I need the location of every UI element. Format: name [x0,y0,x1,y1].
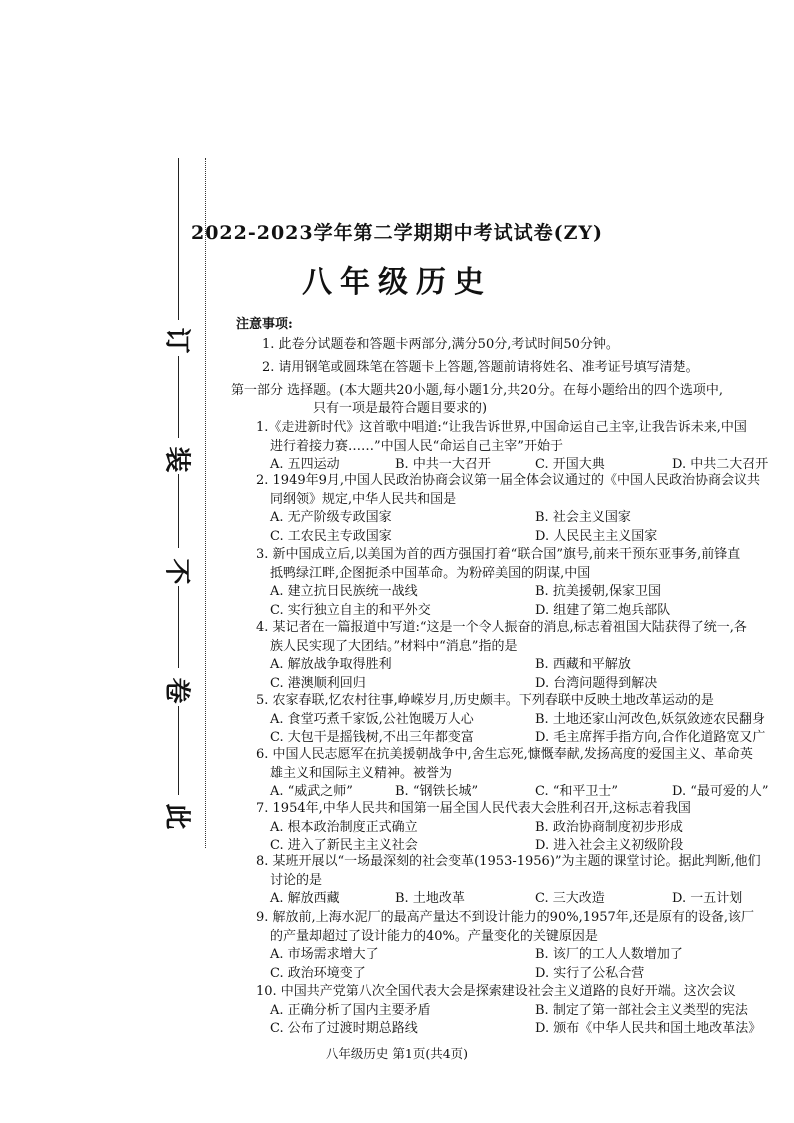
answer-option: A. 正确分析了国内主要矛盾 [270,1002,431,1018]
binding-char: 装 [161,446,192,473]
question-stem: 雄主义和国际主义精神。被誉为 [270,765,453,781]
answer-option: C. “和平卫士” [535,784,619,799]
answer-option: C. 工农民主专政国家 [270,528,392,544]
answer-option: C. 公布了过渡时期总路线 [270,1021,418,1036]
answer-option: C. 大包干是摇钱树,不出三年都变富 [270,730,474,745]
answer-option: D. 毛主席挥手指方向,合作化道路宽又广 [535,730,766,745]
answer-option: D. 台湾问题得到解决 [535,675,658,691]
answer-option: D. 进入社会主义初级阶段 [535,838,684,853]
answer-option: C. 实行独立自主的和平外交 [270,602,431,618]
answer-option: C. 开国大典 [535,457,605,472]
question-stem: 9. 解放前,上海水泥厂的最高产量达不到设计能力的90%,1957年,还是原有的设备,该厂 [256,910,755,925]
answer-option: A. 建立抗日民族统一战线 [270,584,418,599]
answer-option: C. 三大改造 [535,891,605,906]
binding-line-segment [178,474,179,548]
question-stem: 讨论的是 [270,872,323,888]
answer-option: D. 实行了公私合营 [535,965,645,981]
binding-line-segment [178,706,179,795]
answer-option: B. 该厂的工人人数增加了 [535,947,683,962]
exam-title: 2022-2023学年第二学期期中考试试卷(ZY) [190,222,604,244]
answer-option: D. “最可爱的人” [672,784,769,799]
question-stem: 2. 1949年9月,中国人民政治协商会议第一届全体会议通过的《中国人民政治协商会议共 [256,473,761,488]
question-stem: 10. 中国共产党第八次全国代表大会是探索建设社会主义道路的良好开端。这次会议 [256,984,736,999]
notice-item: 2. 请用钢笔或圆珠笔在答题卡上答题,答题前请将姓名、准考证号填写清楚。 [262,360,699,375]
question-stem: 同纲领》规定,中华人民共和国是 [270,491,457,507]
binding-char: 卷 [161,677,192,704]
answer-option: A. 根本政治制度正式确立 [270,819,418,835]
binding-line-segment [178,586,179,668]
answer-option: C. 港澳顺利回归 [270,675,366,691]
question-stem: 6. 中国人民志愿军在抗美援朝战争中,舍生忘死,慷慨奉献,发扬高度的爱国主义、革命英 [256,747,753,762]
answer-option: A. 食堂巧煮千家饭,公社饱暖万人心 [270,711,474,727]
question-stem: 4. 某记者在一篇报道中写道:“这是一个令人振奋的消息,标志着祖国大陆获得了统一,各 [256,620,747,635]
answer-option: B. 社会主义国家 [535,510,631,525]
question-stem: 7. 1954年,中华人民共和国第一届全国人民代表大会胜利召开,这标志着我国 [256,801,691,816]
binding-char: 此 [161,803,192,830]
answer-option: B. 抗美援朝,保家卫国 [535,584,661,599]
page-footer: 八年级历史 第1页(共4页) [325,1046,469,1061]
section-heading-cont: 只有一项是最符合题目要求的) [313,401,488,416]
question-stem: 5. 农家春联,忆农村往事,峥嵘岁月,历史颇丰。下列春联中反映土地改革运动的是 [256,693,714,708]
notice-heading: 注意事项: [236,317,293,332]
question-stem: 1.《走进新时代》这首歌中唱道:“让我告诉世界,中国命运自己主宰,让我告诉未来,中国 [256,420,747,435]
question-stem: 8. 某班开展以“一场最深刻的社会变革(1953-1956)”为主题的课堂讨论。据此判断,他们 [256,854,761,869]
answer-option: D. 组建了第二炮兵部队 [535,602,671,618]
notice-item: 1. 此卷分试题卷和答题卡两部分,满分50分,考试时间50分钟。 [262,337,619,352]
answer-option: B. 制定了第一部社会主义类型的宪法 [535,1002,748,1018]
answer-option: A. 五四运动 [270,457,340,472]
subject-title: 八年级历史 [302,265,492,300]
answer-option: A. 市场需求增大了 [270,947,379,962]
answer-option: A. 解放西藏 [270,891,340,906]
answer-option: A. “威武之师” [270,784,353,799]
answer-option: A. 无产阶级专政国家 [270,510,392,525]
answer-option: D. 中共二大召开 [672,457,769,472]
binding-char: 订 [161,327,192,354]
answer-option: B. “钢铁长城” [395,784,479,799]
answer-option: B. 西藏和平解放 [535,657,631,672]
answer-option: A. 解放战争取得胜利 [270,657,392,672]
answer-option: D. 一五计划 [672,891,743,906]
answer-option: C. 政治环境变了 [270,965,366,981]
answer-option: B. 土地还家山河改色,妖氛敛迹农民翻身 [535,711,765,727]
question-stem: 抵鸭绿江畔,企图扼杀中国革命。为粉碎美国的阴谋,中国 [270,565,591,581]
question-stem: 3. 新中国成立后,以美国为首的西方强国打着“联合国”旗号,前来干预东亚事务,前锋直 [256,547,741,562]
answer-option: C. 进入了新民主主义社会 [270,838,418,853]
question-stem: 进行着接力赛……”中国人民“命运自己主宰”开始于 [270,438,563,454]
question-stem: 的产量却超过了设计能力的40%。产量变化的关键原因是 [270,928,598,944]
answer-option: D. 人民民主主义国家 [535,528,658,544]
binding-line-segment [178,356,179,438]
section-heading: 第一部分 选择题。(本大题共20小题,每小题1分,共20分。在每小题给出的四个选项中, [231,383,723,398]
answer-option: B. 中共一大召开 [395,457,491,472]
answer-option: B. 政治协商制度初步形成 [535,819,683,835]
question-stem: 族人民实现了大团结。”材料中“消息”指的是 [270,638,518,654]
answer-option: B. 土地改革 [395,891,465,906]
answer-option: D. 颁布《中华人民共和国土地改革法》 [535,1021,762,1036]
binding-char: 不 [161,558,192,585]
